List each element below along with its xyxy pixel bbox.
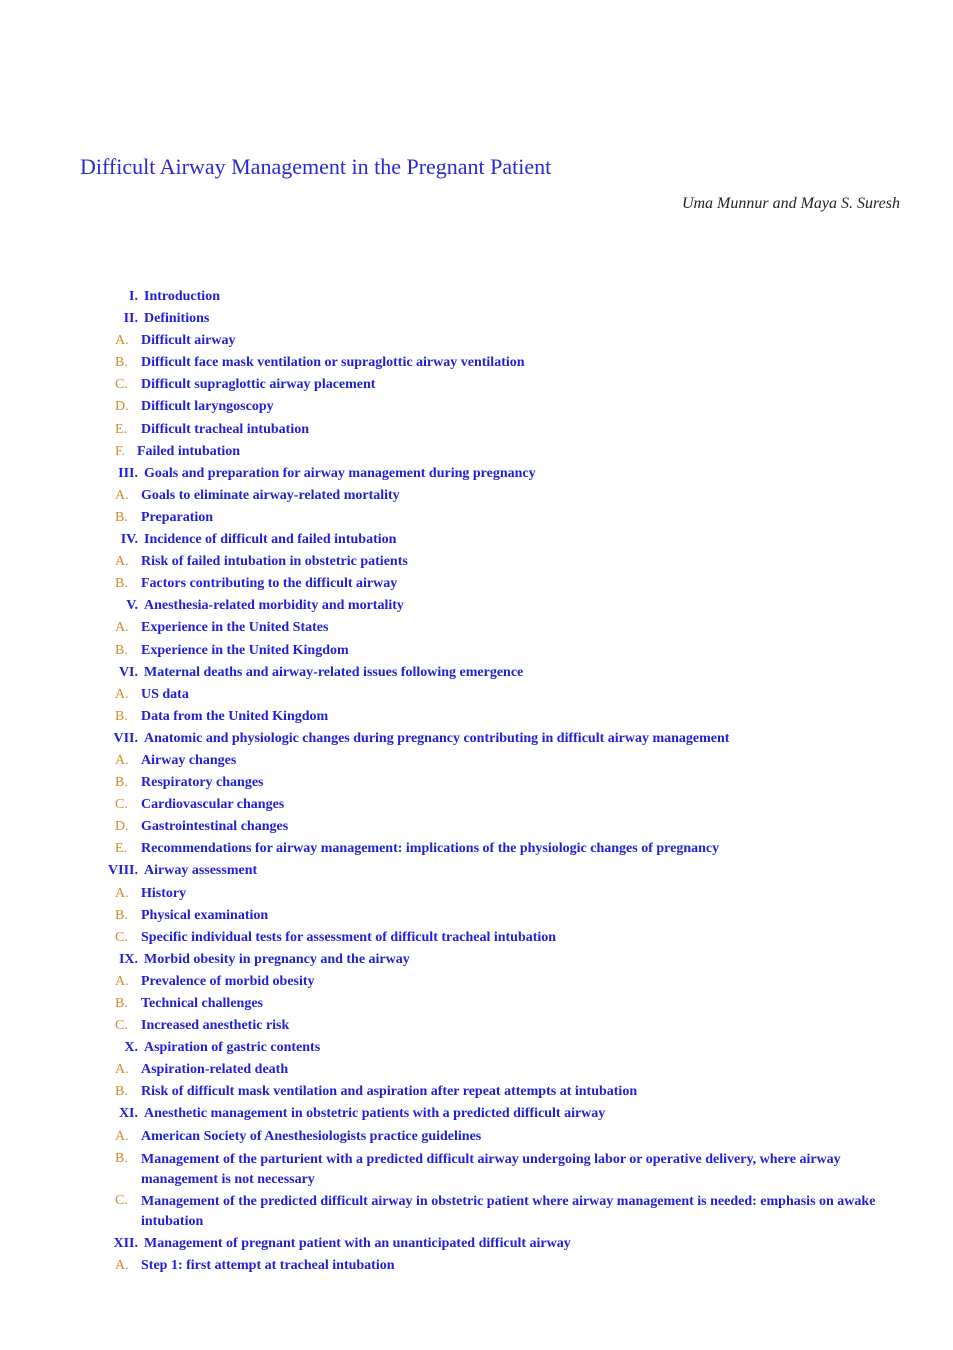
toc-entry-label: Data from the United Kingdom (141, 708, 329, 724)
toc-entry-label: Difficult supraglottic airway placement (141, 377, 376, 393)
toc-entry-label: Incidence of difficult and failed intubation (144, 532, 397, 548)
toc-subsection-letter: A. (115, 554, 129, 570)
toc-entry-label: Increased anesthetic risk (141, 1018, 290, 1034)
toc-entry-label: Difficult airway (141, 333, 236, 349)
toc-entry-label: Difficult face mask ventilation or supraglottic airway ventilation (141, 355, 525, 371)
chapter-title: Difficult Airway Management in the Pregnant Patient (80, 154, 552, 179)
toc-subsection-letter: B. (115, 708, 128, 724)
toc-subsection-letter: A. (115, 1257, 129, 1273)
toc-subsection-letter: C. (115, 1018, 128, 1034)
toc-subsection-link[interactable] (0, 443, 953, 465)
toc-section-link[interactable] (0, 1235, 953, 1257)
toc-entry-label: Experience in the United States (141, 620, 329, 636)
toc-subsection-letter: B. (115, 576, 128, 592)
toc-entry-label: Cardiovascular changes (141, 797, 285, 813)
toc-subsection-link[interactable] (0, 796, 953, 818)
toc-subsection-link[interactable] (0, 973, 953, 995)
toc-section-number: X. (124, 1040, 138, 1056)
toc-section-number: VIII. (108, 863, 138, 879)
toc-section-number: I. (129, 289, 138, 304)
toc-entry-label: Morbid obesity in pregnancy and the airway (144, 951, 410, 967)
toc-entry-label: Preparation (141, 509, 214, 525)
toc-entry-label: Risk of failed intubation in obstetric patients (141, 554, 408, 570)
toc-entry-label: Difficult laryngoscopy (141, 399, 274, 415)
toc-subsection-link[interactable] (0, 619, 953, 641)
toc-subsection-link[interactable] (0, 553, 953, 575)
toc-section-number: IV. (120, 532, 138, 548)
toc-subsection-letter: A. (115, 1062, 129, 1078)
toc-subsection-link[interactable] (0, 487, 953, 509)
toc-entry-label: Introduction (144, 289, 220, 304)
toc-section-link[interactable] (0, 465, 953, 487)
toc-subsection-link[interactable] (0, 818, 953, 840)
toc-subsection-link[interactable] (0, 995, 953, 1017)
toc-entry-label: American Society of Anesthesiologists practice guidelines (141, 1128, 482, 1144)
toc-section-link[interactable] (0, 730, 953, 752)
toc-subsection-letter: B. (115, 509, 128, 525)
toc-section-number: XI. (118, 1106, 138, 1122)
toc-subsection-letter: C. (115, 377, 128, 393)
toc-subsection-link[interactable] (0, 885, 953, 907)
toc-subsection-letter: A. (115, 333, 129, 349)
toc-entry-label: Management of pregnant patient with an unanticipated difficult airway (144, 1235, 571, 1251)
toc-subsection-letter: C. (115, 1193, 128, 1209)
toc-subsection-letter: A. (115, 973, 129, 989)
toc-entry-label: Physical examination (141, 907, 269, 923)
toc-entry-label: Definitions (144, 311, 210, 327)
toc-entry-label: Goals to eliminate airway-related mortality (141, 487, 400, 503)
toc-entry-label: Failed intubation (137, 443, 241, 459)
toc-subsection-letter: A. (115, 1128, 129, 1144)
toc-subsection-letter: B. (115, 775, 128, 791)
toc-subsection-link[interactable] (0, 929, 953, 951)
toc-subsection-link[interactable] (0, 332, 953, 354)
toc-section-number: VII. (113, 730, 138, 746)
table-of-contents (0, 288, 953, 1279)
toc-subsection-link[interactable] (0, 774, 953, 796)
toc-subsection-link[interactable] (0, 1017, 953, 1039)
toc-entry-label: Experience in the United Kingdom (141, 642, 349, 658)
toc-subsection-letter: A. (115, 885, 129, 901)
toc-section-link[interactable] (0, 597, 953, 619)
toc-subsection-letter: C. (115, 797, 128, 813)
toc-entry-label: Gastrointestinal changes (141, 819, 289, 835)
toc-entry-label: Anatomic and physiologic changes during pregnancy contributing in difficult airway management (144, 730, 730, 746)
toc-section-number: XII. (113, 1235, 138, 1251)
toc-subsection-link[interactable] (0, 840, 953, 862)
toc-section-link[interactable] (0, 1105, 953, 1127)
toc-subsection-link[interactable] (0, 1083, 953, 1105)
toc-subsection-link[interactable] (0, 1150, 953, 1193)
toc-section-link[interactable] (0, 310, 953, 332)
toc-section-number: II. (123, 311, 138, 327)
toc-subsection-letter: A. (115, 487, 129, 503)
toc-subsection-letter: A. (115, 686, 129, 702)
toc-subsection-letter: B. (115, 996, 128, 1011)
toc-section-link[interactable] (0, 951, 953, 973)
toc-entry-label: Maternal deaths and airway-related issues following emergence (144, 664, 524, 680)
toc-section-link[interactable] (0, 531, 953, 553)
toc-subsection-link[interactable] (0, 686, 953, 708)
toc-subsection-link[interactable] (0, 752, 953, 774)
toc-entry-label: History (141, 885, 187, 901)
toc-entry-label: Aspiration of gastric contents (144, 1040, 321, 1056)
toc-subsection-link[interactable] (0, 1257, 953, 1279)
toc-entry-label: US data (141, 686, 189, 702)
toc-section-link[interactable] (0, 664, 953, 686)
toc-subsection-link[interactable] (0, 708, 953, 730)
toc-entry-label: Step 1: first attempt at tracheal intubation (141, 1257, 395, 1273)
toc-entry-label: Specific individual tests for assessment of difficult tracheal intubation (141, 929, 557, 945)
toc-entry-label: Factors contributing to the difficult airway (141, 576, 398, 592)
toc-subsection-link[interactable] (0, 1061, 953, 1083)
toc-subsection-letter: E. (115, 421, 128, 437)
toc-subsection-link[interactable] (0, 1192, 953, 1235)
toc-subsection-letter: B. (115, 642, 128, 658)
toc-entry-label: Recommendations for airway management: implications of the physiologic changes of pregnancy (141, 841, 720, 857)
toc-subsection-letter: B. (115, 1150, 128, 1166)
toc-entry-label: Airway changes (141, 752, 237, 768)
toc-subsection-letter: A. (115, 752, 129, 768)
toc-section-link[interactable] (0, 1039, 953, 1061)
toc-entry-label: Management of the predicted difficult airway in obstetric patient where airway management is needed: emphasis on awake intubation (141, 1194, 876, 1230)
toc-section-number: V. (126, 598, 138, 614)
toc-entry-label: Technical challenges (141, 996, 263, 1011)
toc-entry-label: Risk of difficult mask ventilation and aspiration after repeat attempts at intubation (141, 1084, 638, 1100)
toc-entry-label: Goals and preparation for airway management during pregnancy (144, 465, 536, 481)
toc-entry-label: Difficult tracheal intubation (141, 421, 309, 437)
toc-section-number: III. (118, 465, 138, 481)
toc-subsection-letter: A. (115, 620, 129, 636)
toc-subsection-link[interactable] (0, 421, 953, 443)
toc-entry-label: Airway assessment (144, 863, 258, 879)
toc-section-number: IX. (118, 951, 138, 967)
toc-subsection-letter: D. (115, 399, 129, 415)
toc-entry-label: Management of the parturient with a predicted difficult airway undergoing labor or operative delivery, where airway management is not necessary (141, 1151, 841, 1187)
toc-subsection-letter: B. (115, 355, 128, 371)
toc-subsection-link[interactable] (0, 907, 953, 929)
toc-subsection-letter: C. (115, 929, 128, 945)
toc-entry-label: Aspiration-related death (141, 1062, 289, 1078)
toc-entry-label: Prevalence of morbid obesity (141, 973, 315, 989)
toc-entry-label: Respiratory changes (141, 775, 264, 791)
toc-subsection-link[interactable] (0, 376, 953, 398)
toc-entry-label: Anesthesia-related morbidity and mortality (144, 598, 404, 614)
toc-subsection-link[interactable] (0, 1128, 953, 1150)
toc-subsection-letter: E. (115, 841, 128, 857)
toc-section-link[interactable] (0, 862, 953, 884)
toc-subsection-letter: F. (115, 443, 126, 459)
toc-subsection-letter: D. (115, 819, 129, 835)
toc-subsection-link[interactable] (0, 509, 953, 531)
toc-subsection-letter: B. (115, 1084, 128, 1100)
toc-section-link[interactable] (0, 288, 953, 310)
toc-entry-label: Anesthetic management in obstetric patients with a predicted difficult airway (144, 1106, 606, 1122)
toc-subsection-link[interactable] (0, 354, 953, 376)
chapter-authors: Uma Munnur and Maya S. Suresh (681, 195, 900, 212)
toc-subsection-link[interactable] (0, 575, 953, 597)
toc-subsection-link[interactable] (0, 398, 953, 420)
toc-section-number: VI. (118, 664, 138, 680)
toc-subsection-letter: B. (115, 907, 128, 923)
toc-subsection-link[interactable] (0, 642, 953, 664)
